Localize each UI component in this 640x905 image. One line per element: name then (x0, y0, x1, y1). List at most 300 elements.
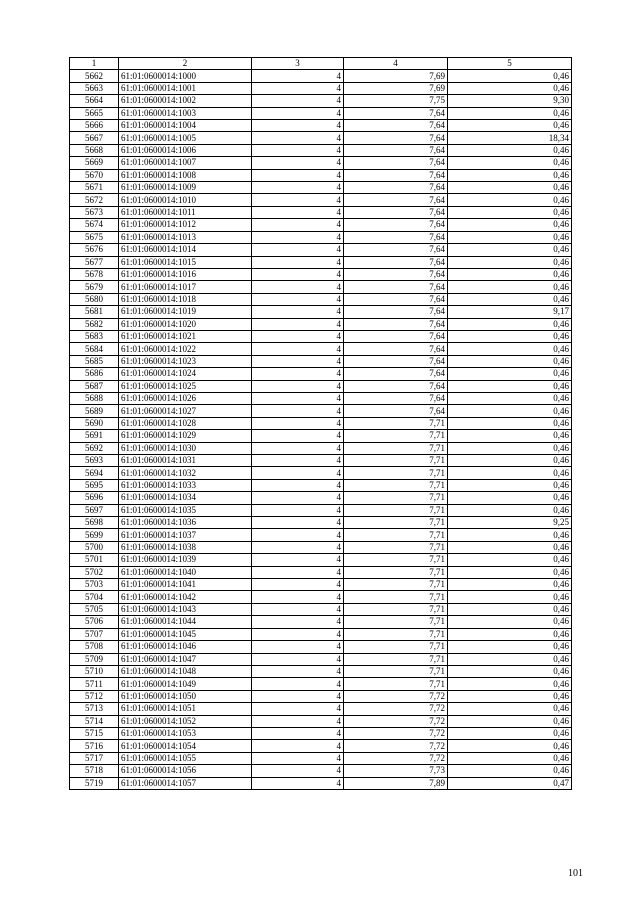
cell-col-4: 7,64 (344, 318, 448, 330)
cell-col-3: 4 (252, 169, 344, 181)
cell-col-3: 4 (252, 132, 344, 144)
cell-col-1: 5687 (70, 380, 119, 392)
cell-col-1: 5672 (70, 194, 119, 206)
cell-col-4: 7,71 (344, 504, 448, 516)
cell-col-4: 7,64 (344, 231, 448, 243)
cell-col-5: 0,46 (448, 591, 572, 603)
table-row (70, 206, 572, 218)
cell-col-5: 0,46 (448, 703, 572, 715)
cell-col-5: 0,46 (448, 281, 572, 293)
cell-col-3: 4 (252, 541, 344, 553)
cell-col-2: 61:01:0600014:1038 (119, 541, 252, 553)
cell-col-4: 7,69 (344, 70, 448, 82)
cell-col-5: 0,46 (448, 380, 572, 392)
table-row (70, 566, 572, 578)
cell-col-3: 4 (252, 380, 344, 392)
cell-col-5: 0,46 (448, 82, 572, 94)
cell-col-5: 0,46 (448, 120, 572, 132)
cell-col-2: 61:01:0600014:1037 (119, 529, 252, 541)
cell-col-4: 7,71 (344, 442, 448, 454)
cell-col-3: 4 (252, 690, 344, 702)
cell-col-1: 5699 (70, 529, 119, 541)
cell-col-3: 4 (252, 641, 344, 653)
cell-col-4: 7,71 (344, 430, 448, 442)
cell-col-1: 5678 (70, 268, 119, 280)
cell-col-2: 61:01:0600014:1046 (119, 641, 252, 653)
cell-col-5: 0,46 (448, 541, 572, 553)
cell-col-4: 7,64 (344, 144, 448, 156)
table-row (70, 95, 572, 107)
cell-col-3: 4 (252, 678, 344, 690)
cell-col-4: 7,64 (344, 194, 448, 206)
cell-col-5: 0,46 (448, 479, 572, 491)
page-number: 101 (568, 868, 583, 879)
cell-col-2: 61:01:0600014:1009 (119, 182, 252, 194)
cell-col-3: 4 (252, 107, 344, 119)
table-row (70, 616, 572, 628)
table-row (70, 182, 572, 194)
cell-col-2: 61:01:0600014:1051 (119, 703, 252, 715)
cell-col-2: 61:01:0600014:1040 (119, 566, 252, 578)
cell-col-2: 61:01:0600014:1020 (119, 318, 252, 330)
table-row (70, 765, 572, 777)
cell-col-5: 0,46 (448, 293, 572, 305)
cell-col-4: 7,64 (344, 182, 448, 194)
cell-col-1: 5706 (70, 616, 119, 628)
cell-col-5: 0,46 (448, 727, 572, 739)
cell-col-2: 61:01:0600014:1057 (119, 777, 252, 789)
cell-col-5: 0,46 (448, 70, 572, 82)
cell-col-3: 4 (252, 455, 344, 467)
cell-col-1: 5719 (70, 777, 119, 789)
cell-col-5: 9,17 (448, 306, 572, 318)
cell-col-5: 0,46 (448, 554, 572, 566)
cell-col-4: 7,71 (344, 554, 448, 566)
cell-col-2: 61:01:0600014:1026 (119, 392, 252, 404)
cell-col-5: 0,46 (448, 740, 572, 752)
cell-col-1: 5696 (70, 492, 119, 504)
cell-col-1: 5691 (70, 430, 119, 442)
cell-col-4: 7,64 (344, 169, 448, 181)
cell-col-4: 7,64 (344, 355, 448, 367)
cell-col-5: 0,46 (448, 355, 572, 367)
cell-col-5: 0,46 (448, 417, 572, 429)
cell-col-2: 61:01:0600014:1002 (119, 95, 252, 107)
cell-col-3: 4 (252, 318, 344, 330)
cell-col-2: 61:01:0600014:1034 (119, 492, 252, 504)
cell-col-5: 0,46 (448, 492, 572, 504)
table-row (70, 355, 572, 367)
table-row (70, 777, 572, 789)
cell-col-5: 0,46 (448, 504, 572, 516)
cell-col-5: 0,46 (448, 678, 572, 690)
table-row (70, 169, 572, 181)
cell-col-1: 5701 (70, 554, 119, 566)
table-row (70, 752, 572, 764)
table-row (70, 120, 572, 132)
cell-col-1: 5705 (70, 603, 119, 615)
cell-col-2: 61:01:0600014:1010 (119, 194, 252, 206)
cell-col-3: 4 (252, 566, 344, 578)
table-row (70, 492, 572, 504)
cell-col-1: 5702 (70, 566, 119, 578)
table-row (70, 380, 572, 392)
table-row (70, 343, 572, 355)
cell-col-5: 0,46 (448, 628, 572, 640)
cell-col-4: 7,72 (344, 703, 448, 715)
table-row (70, 70, 572, 82)
cell-col-2: 61:01:0600014:1055 (119, 752, 252, 764)
table-row (70, 330, 572, 342)
header-col-2: 2 (119, 58, 252, 70)
table-row (70, 268, 572, 280)
cell-col-2: 61:01:0600014:1005 (119, 132, 252, 144)
cell-col-3: 4 (252, 579, 344, 591)
cell-col-1: 5718 (70, 765, 119, 777)
cell-col-2: 61:01:0600014:1031 (119, 455, 252, 467)
cell-col-1: 5682 (70, 318, 119, 330)
cell-col-5: 0,46 (448, 455, 572, 467)
cell-col-2: 61:01:0600014:1052 (119, 715, 252, 727)
cell-col-3: 4 (252, 752, 344, 764)
cell-col-1: 5666 (70, 120, 119, 132)
cell-col-2: 61:01:0600014:1053 (119, 727, 252, 739)
cell-col-2: 61:01:0600014:1054 (119, 740, 252, 752)
cell-col-5: 0,46 (448, 715, 572, 727)
header-col-1: 1 (70, 58, 119, 70)
cell-col-5: 0,46 (448, 529, 572, 541)
cell-col-4: 7,71 (344, 591, 448, 603)
table-row (70, 231, 572, 243)
cell-col-1: 5714 (70, 715, 119, 727)
cell-col-1: 5703 (70, 579, 119, 591)
table-row (70, 517, 572, 529)
cell-col-3: 4 (252, 293, 344, 305)
table-row (70, 715, 572, 727)
cell-col-1: 5695 (70, 479, 119, 491)
cell-col-1: 5677 (70, 256, 119, 268)
cell-col-3: 4 (252, 479, 344, 491)
cell-col-2: 61:01:0600014:1033 (119, 479, 252, 491)
cell-col-1: 5671 (70, 182, 119, 194)
cell-col-1: 5683 (70, 330, 119, 342)
cell-col-5: 18,34 (448, 132, 572, 144)
cell-col-2: 61:01:0600014:1000 (119, 70, 252, 82)
table-row (70, 157, 572, 169)
cell-col-5: 0,46 (448, 268, 572, 280)
table-row (70, 504, 572, 516)
table-row (70, 442, 572, 454)
cell-col-1: 5700 (70, 541, 119, 553)
cell-col-3: 4 (252, 157, 344, 169)
cell-col-2: 61:01:0600014:1003 (119, 107, 252, 119)
cell-col-4: 7,71 (344, 665, 448, 677)
cell-col-2: 61:01:0600014:1028 (119, 417, 252, 429)
table-row (70, 244, 572, 256)
cell-col-1: 5684 (70, 343, 119, 355)
table-row (70, 82, 572, 94)
cell-col-4: 7,64 (344, 330, 448, 342)
cell-col-4: 7,72 (344, 740, 448, 752)
cell-col-2: 61:01:0600014:1049 (119, 678, 252, 690)
cell-col-1: 5715 (70, 727, 119, 739)
cell-col-2: 61:01:0600014:1036 (119, 517, 252, 529)
cell-col-2: 61:01:0600014:1004 (119, 120, 252, 132)
table-row (70, 665, 572, 677)
cell-col-2: 61:01:0600014:1045 (119, 628, 252, 640)
table-row (70, 628, 572, 640)
cell-col-1: 5674 (70, 219, 119, 231)
cell-col-5: 0,46 (448, 231, 572, 243)
cell-col-1: 5673 (70, 206, 119, 218)
cell-col-4: 7,64 (344, 132, 448, 144)
cell-col-3: 4 (252, 653, 344, 665)
cell-col-1: 5704 (70, 591, 119, 603)
table-row (70, 641, 572, 653)
cell-col-5: 0,46 (448, 392, 572, 404)
cell-col-1: 5670 (70, 169, 119, 181)
cell-col-4: 7,71 (344, 603, 448, 615)
cell-col-4: 7,64 (344, 107, 448, 119)
cell-col-4: 7,72 (344, 715, 448, 727)
cell-col-5: 0,46 (448, 467, 572, 479)
cell-col-3: 4 (252, 765, 344, 777)
cell-col-4: 7,71 (344, 517, 448, 529)
cell-col-3: 4 (252, 591, 344, 603)
table-row (70, 467, 572, 479)
cell-col-3: 4 (252, 95, 344, 107)
cell-col-4: 7,71 (344, 417, 448, 429)
cell-col-4: 7,64 (344, 120, 448, 132)
cell-col-4: 7,71 (344, 628, 448, 640)
cell-col-2: 61:01:0600014:1044 (119, 616, 252, 628)
cell-col-4: 7,71 (344, 678, 448, 690)
cell-col-2: 61:01:0600014:1016 (119, 268, 252, 280)
table-row (70, 479, 572, 491)
table-row (70, 579, 572, 591)
table-row (70, 740, 572, 752)
cell-col-3: 4 (252, 120, 344, 132)
cell-col-1: 5717 (70, 752, 119, 764)
cell-col-4: 7,72 (344, 752, 448, 764)
cell-col-3: 4 (252, 703, 344, 715)
cell-col-4: 7,72 (344, 727, 448, 739)
header-col-3: 3 (252, 58, 344, 70)
cell-col-4: 7,64 (344, 219, 448, 231)
cell-col-2: 61:01:0600014:1015 (119, 256, 252, 268)
cell-col-3: 4 (252, 231, 344, 243)
cell-col-3: 4 (252, 194, 344, 206)
cell-col-2: 61:01:0600014:1024 (119, 368, 252, 380)
cell-col-5: 0,46 (448, 579, 572, 591)
cell-col-5: 0,46 (448, 244, 572, 256)
cell-col-3: 4 (252, 306, 344, 318)
cell-col-3: 4 (252, 355, 344, 367)
cell-col-5: 0,46 (448, 318, 572, 330)
cell-col-5: 0,46 (448, 368, 572, 380)
cell-col-1: 5694 (70, 467, 119, 479)
cell-col-3: 4 (252, 740, 344, 752)
cell-col-4: 7,64 (344, 256, 448, 268)
cell-col-1: 5662 (70, 70, 119, 82)
cell-col-5: 0,46 (448, 566, 572, 578)
cell-col-2: 61:01:0600014:1013 (119, 231, 252, 243)
cell-col-3: 4 (252, 368, 344, 380)
cell-col-5: 0,46 (448, 752, 572, 764)
table-row (70, 318, 572, 330)
table-row (70, 368, 572, 380)
cell-col-1: 5685 (70, 355, 119, 367)
cell-col-4: 7,71 (344, 467, 448, 479)
cell-col-5: 0,46 (448, 430, 572, 442)
table-row (70, 690, 572, 702)
cell-col-1: 5680 (70, 293, 119, 305)
cell-col-4: 7,64 (344, 380, 448, 392)
cell-col-1: 5697 (70, 504, 119, 516)
table-row (70, 144, 572, 156)
cell-col-4: 7,64 (344, 392, 448, 404)
table-row (70, 392, 572, 404)
cell-col-4: 7,64 (344, 244, 448, 256)
table-row (70, 194, 572, 206)
cell-col-3: 4 (252, 628, 344, 640)
cell-col-5: 0,46 (448, 256, 572, 268)
table-row (70, 293, 572, 305)
table-row (70, 107, 572, 119)
cell-col-4: 7,71 (344, 455, 448, 467)
cell-col-5: 0,46 (448, 616, 572, 628)
table-row (70, 653, 572, 665)
cell-col-1: 5716 (70, 740, 119, 752)
cell-col-3: 4 (252, 442, 344, 454)
cell-col-2: 61:01:0600014:1047 (119, 653, 252, 665)
cell-col-5: 0,46 (448, 169, 572, 181)
cell-col-5: 9,30 (448, 95, 572, 107)
cell-col-5: 0,46 (448, 665, 572, 677)
cell-col-1: 5665 (70, 107, 119, 119)
cell-col-3: 4 (252, 467, 344, 479)
cell-col-1: 5710 (70, 665, 119, 677)
cell-col-1: 5669 (70, 157, 119, 169)
cell-col-3: 4 (252, 82, 344, 94)
table-row (70, 591, 572, 603)
table-row (70, 405, 572, 417)
cell-col-2: 61:01:0600014:1043 (119, 603, 252, 615)
cell-col-5: 0,46 (448, 405, 572, 417)
cell-col-4: 7,64 (344, 368, 448, 380)
cell-col-4: 7,71 (344, 492, 448, 504)
cell-col-3: 4 (252, 281, 344, 293)
cell-col-2: 61:01:0600014:1017 (119, 281, 252, 293)
table-row (70, 306, 572, 318)
cell-col-2: 61:01:0600014:1027 (119, 405, 252, 417)
cell-col-5: 0,46 (448, 653, 572, 665)
cell-col-1: 5663 (70, 82, 119, 94)
cell-col-3: 4 (252, 268, 344, 280)
cell-col-4: 7,64 (344, 293, 448, 305)
cell-col-1: 5690 (70, 417, 119, 429)
cell-col-4: 7,75 (344, 95, 448, 107)
cell-col-5: 0,46 (448, 219, 572, 231)
table-row (70, 541, 572, 553)
cell-col-3: 4 (252, 70, 344, 82)
cell-col-1: 5709 (70, 653, 119, 665)
cell-col-5: 0,46 (448, 182, 572, 194)
table-row (70, 678, 572, 690)
table-row (70, 430, 572, 442)
table-row (70, 603, 572, 615)
cell-col-1: 5676 (70, 244, 119, 256)
cell-col-2: 61:01:0600014:1008 (119, 169, 252, 181)
cell-col-2: 61:01:0600014:1042 (119, 591, 252, 603)
cell-col-5: 0,46 (448, 206, 572, 218)
cell-col-1: 5713 (70, 703, 119, 715)
cell-col-4: 7,64 (344, 206, 448, 218)
cell-col-3: 4 (252, 517, 344, 529)
cell-col-4: 7,71 (344, 616, 448, 628)
cell-col-3: 4 (252, 330, 344, 342)
cell-col-2: 61:01:0600014:1012 (119, 219, 252, 231)
cell-col-2: 61:01:0600014:1018 (119, 293, 252, 305)
table-row (70, 219, 572, 231)
cell-col-1: 5679 (70, 281, 119, 293)
cell-col-4: 7,64 (344, 405, 448, 417)
cell-col-1: 5686 (70, 368, 119, 380)
cell-col-5: 0,46 (448, 144, 572, 156)
header-row (70, 58, 572, 70)
cell-col-5: 9,25 (448, 517, 572, 529)
cell-col-2: 61:01:0600014:1039 (119, 554, 252, 566)
cell-col-3: 4 (252, 727, 344, 739)
cell-col-1: 5668 (70, 144, 119, 156)
cell-col-2: 61:01:0600014:1022 (119, 343, 252, 355)
cell-col-3: 4 (252, 417, 344, 429)
cell-col-2: 61:01:0600014:1007 (119, 157, 252, 169)
header-col-4: 4 (344, 58, 448, 70)
cell-col-5: 0,46 (448, 194, 572, 206)
cell-col-4: 7,64 (344, 281, 448, 293)
table-body (70, 70, 572, 790)
cell-col-1: 5698 (70, 517, 119, 529)
cell-col-1: 5707 (70, 628, 119, 640)
cell-col-3: 4 (252, 529, 344, 541)
cell-col-1: 5664 (70, 95, 119, 107)
cell-col-5: 0,46 (448, 765, 572, 777)
cell-col-3: 4 (252, 343, 344, 355)
table-row (70, 703, 572, 715)
table-row (70, 529, 572, 541)
cell-col-1: 5681 (70, 306, 119, 318)
cell-col-3: 4 (252, 665, 344, 677)
table-row (70, 417, 572, 429)
cell-col-1: 5667 (70, 132, 119, 144)
cell-col-3: 4 (252, 715, 344, 727)
table-row (70, 132, 572, 144)
cell-col-2: 61:01:0600014:1050 (119, 690, 252, 702)
cell-col-2: 61:01:0600014:1041 (119, 579, 252, 591)
cell-col-1: 5693 (70, 455, 119, 467)
cell-col-2: 61:01:0600014:1023 (119, 355, 252, 367)
cell-col-4: 7,89 (344, 777, 448, 789)
cell-col-2: 61:01:0600014:1001 (119, 82, 252, 94)
cell-col-4: 7,64 (344, 157, 448, 169)
table-row (70, 727, 572, 739)
cell-col-5: 0,47 (448, 777, 572, 789)
cell-col-3: 4 (252, 392, 344, 404)
cell-col-2: 61:01:0600014:1048 (119, 665, 252, 677)
cell-col-3: 4 (252, 206, 344, 218)
cell-col-5: 0,46 (448, 442, 572, 454)
